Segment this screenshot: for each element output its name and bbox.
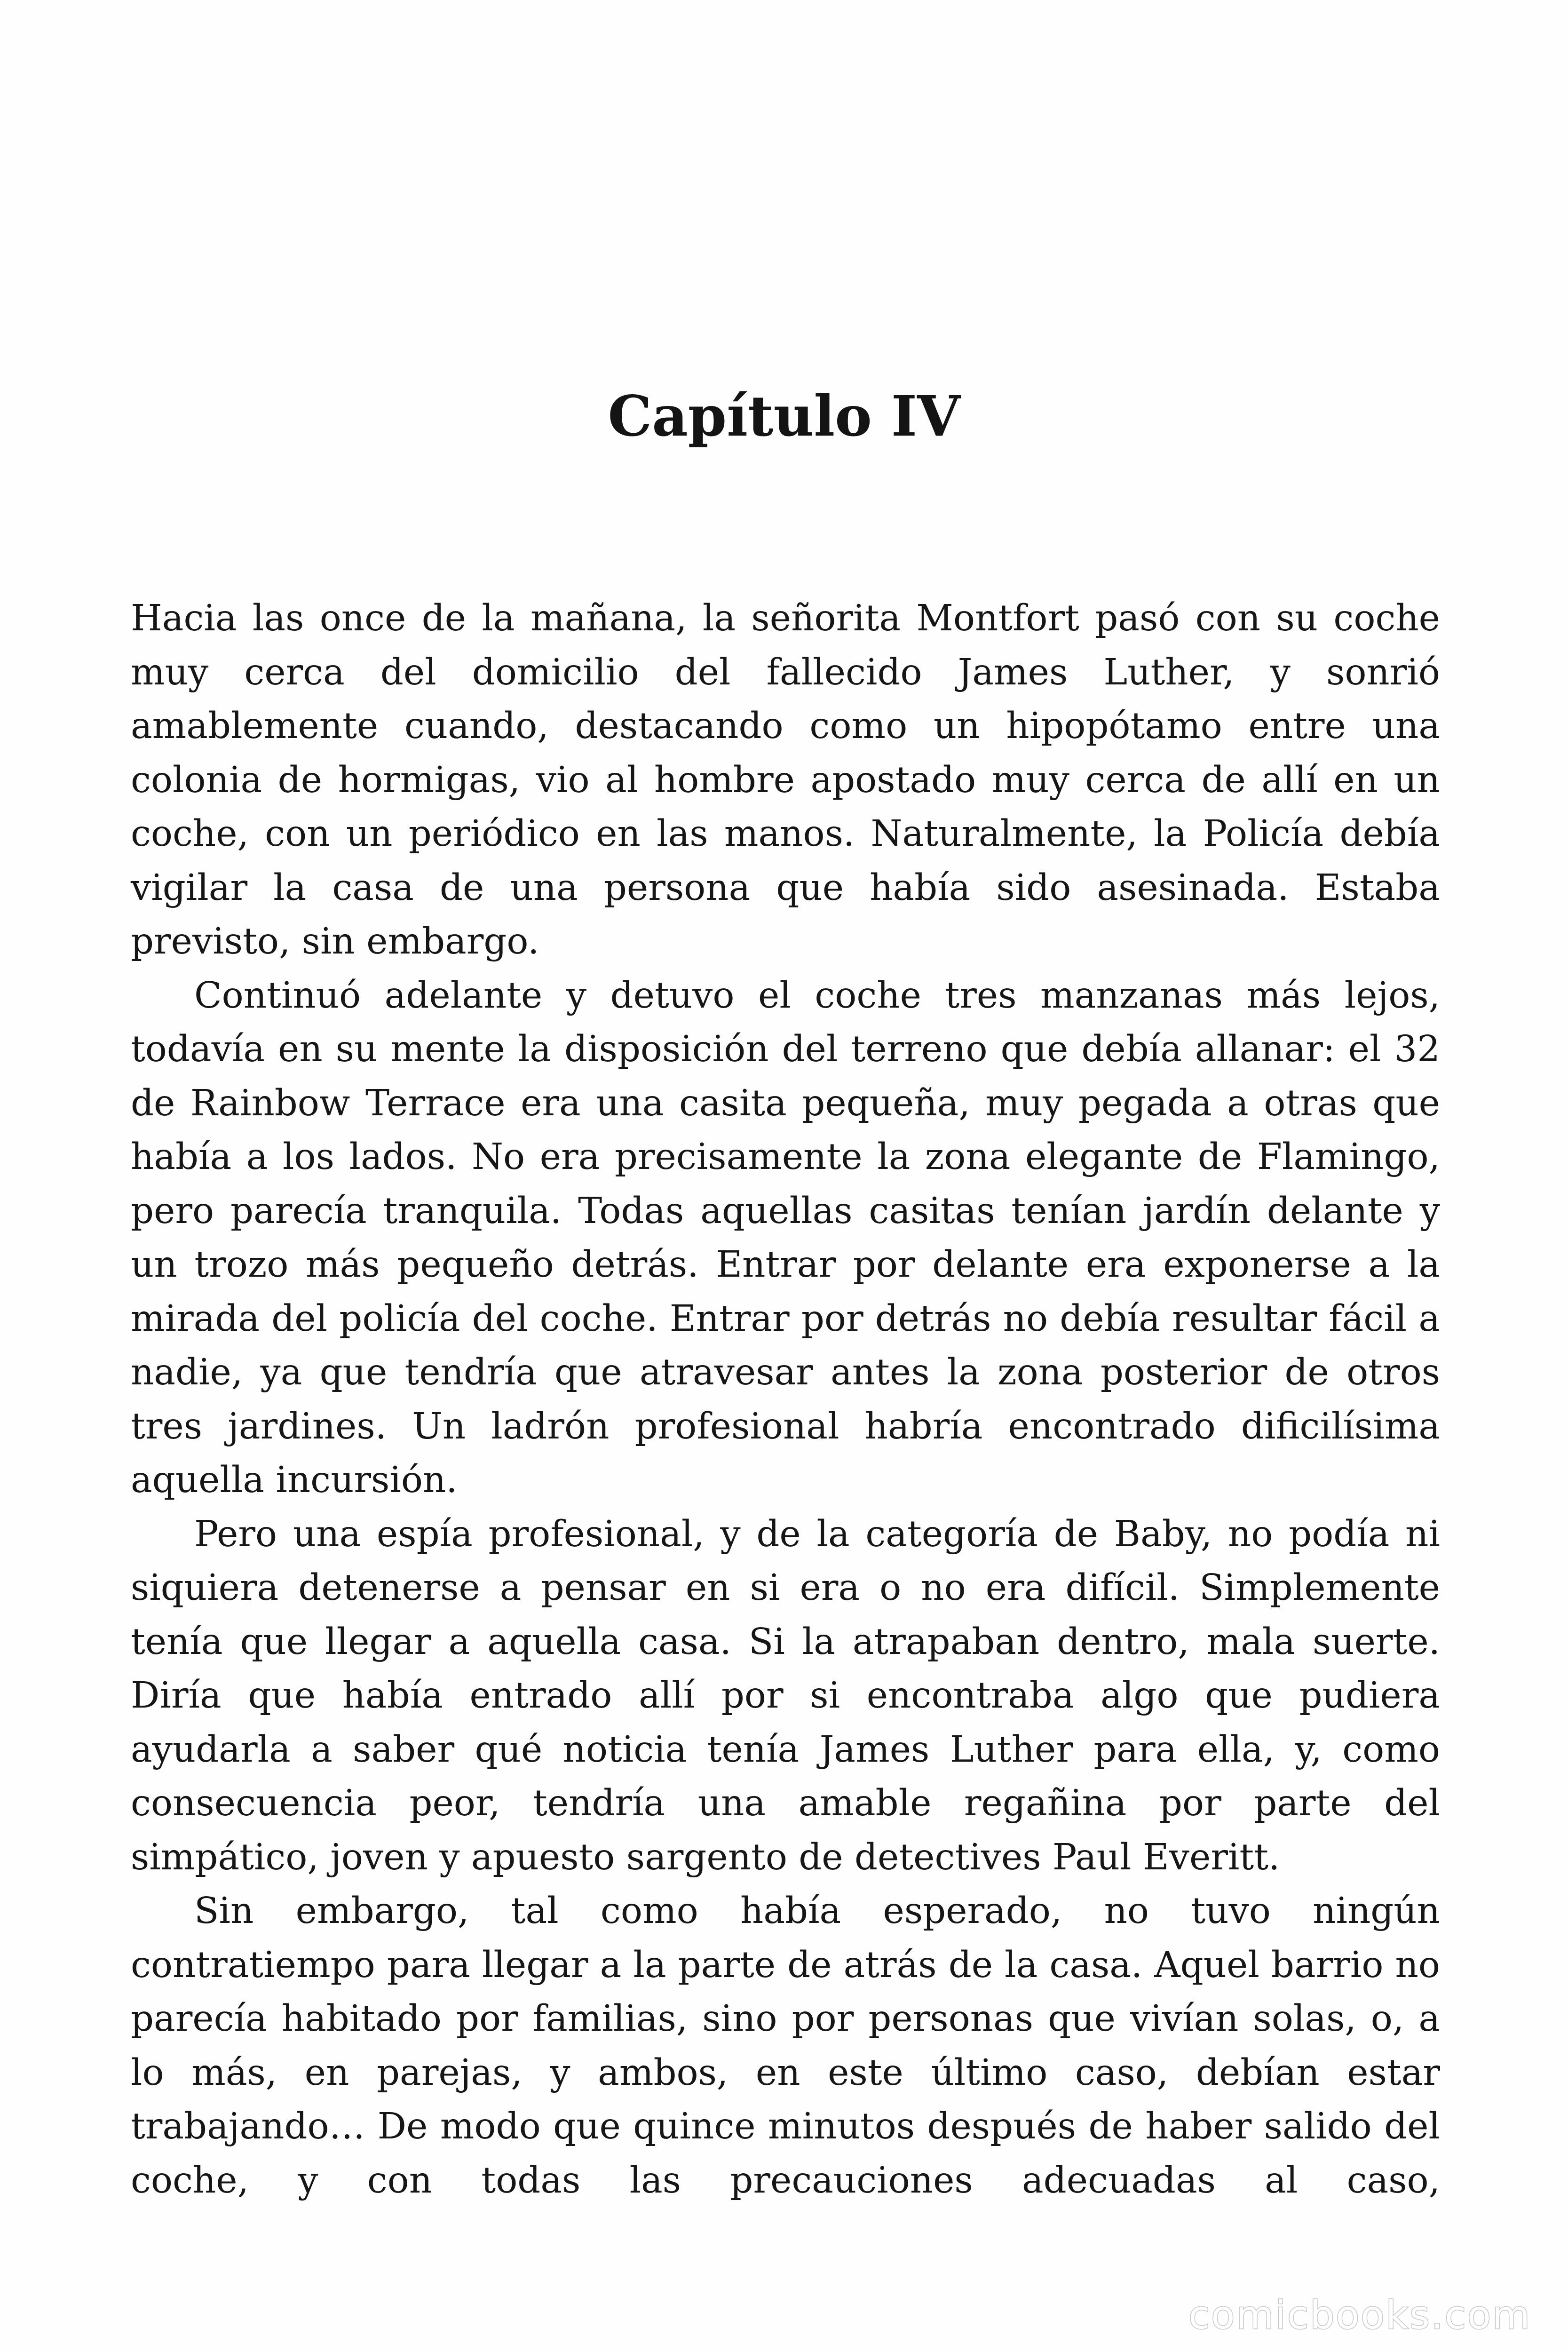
chapter-body (131, 592, 1440, 2208)
paragraph-4: Sin embargo, tal como había esperado, no tuvo ningún contratiempo para llegar a la parte de atrás de la casa. Aquel barrio no parecía habitado por familias, sino por personas que vivían solas, o, a lo más, en parejas, y ambos, en este último caso, debían estar trabajando… De modo que quince minutos después de haber salido del coche, y con todas las precauciones adecuadas al caso, (131, 1890, 1440, 2201)
paragraph-2: Continuó adelante y detuvo el coche tres manzanas más lejos, todavía en su mente la disposición del terreno que debía allanar: el 32 de Rainbow Terrace era una casita pequeña, muy pegada a otras que había a los lados. No era precisamente la zona elegante de Flamingo, pero parecía tranquila. Todas aquellas casitas tenían jardín delante y un trozo más pequeño detrás. Entrar por delante era exponerse a la mirada del policía del coche. Entrar por detrás no debía resultar fácil a nadie, ya que tendría que atravesar antes la zona posterior de otros tres jardines. Un ladrón profesional habría encontrado dificilísima aquella incursión. (131, 974, 1440, 1501)
chapter-title: Capítulo IV (608, 383, 960, 449)
site-watermark: comicbooks.com (1188, 2293, 1531, 2338)
paragraph-3: Pero una espía profesional, y de la categoría de Baby, no podía ni siquiera detenerse a pensar en si era o no era difícil. Simplemente tenía que llegar a aquella casa. Si la atrapaban dentro, mala suerte. Diría que había entrado allí por si encontraba algo que pudiera ayudarla a saber qué noticia tenía James Luther para ella, y, como consecuencia peor, tendría una amable regañina por parte del simpático, joven y apuesto sargento de detectives Paul Everitt. (131, 1513, 1440, 1878)
paragraph-1: Hacia las once de la mañana, la señorita Montfort pasó con su coche muy cerca del domicilio del fallecido James Luther, y sonrió amablemente cuando, destacando como un hipopótamo entre una colonia de hormigas, vio al hombre apostado muy cerca de allí en un coche, con un periódico en las manos. Naturalmente, la Policía debía vigilar la casa de una persona que había sido asesinada. Estaba previsto, sin embargo. (131, 597, 1440, 962)
